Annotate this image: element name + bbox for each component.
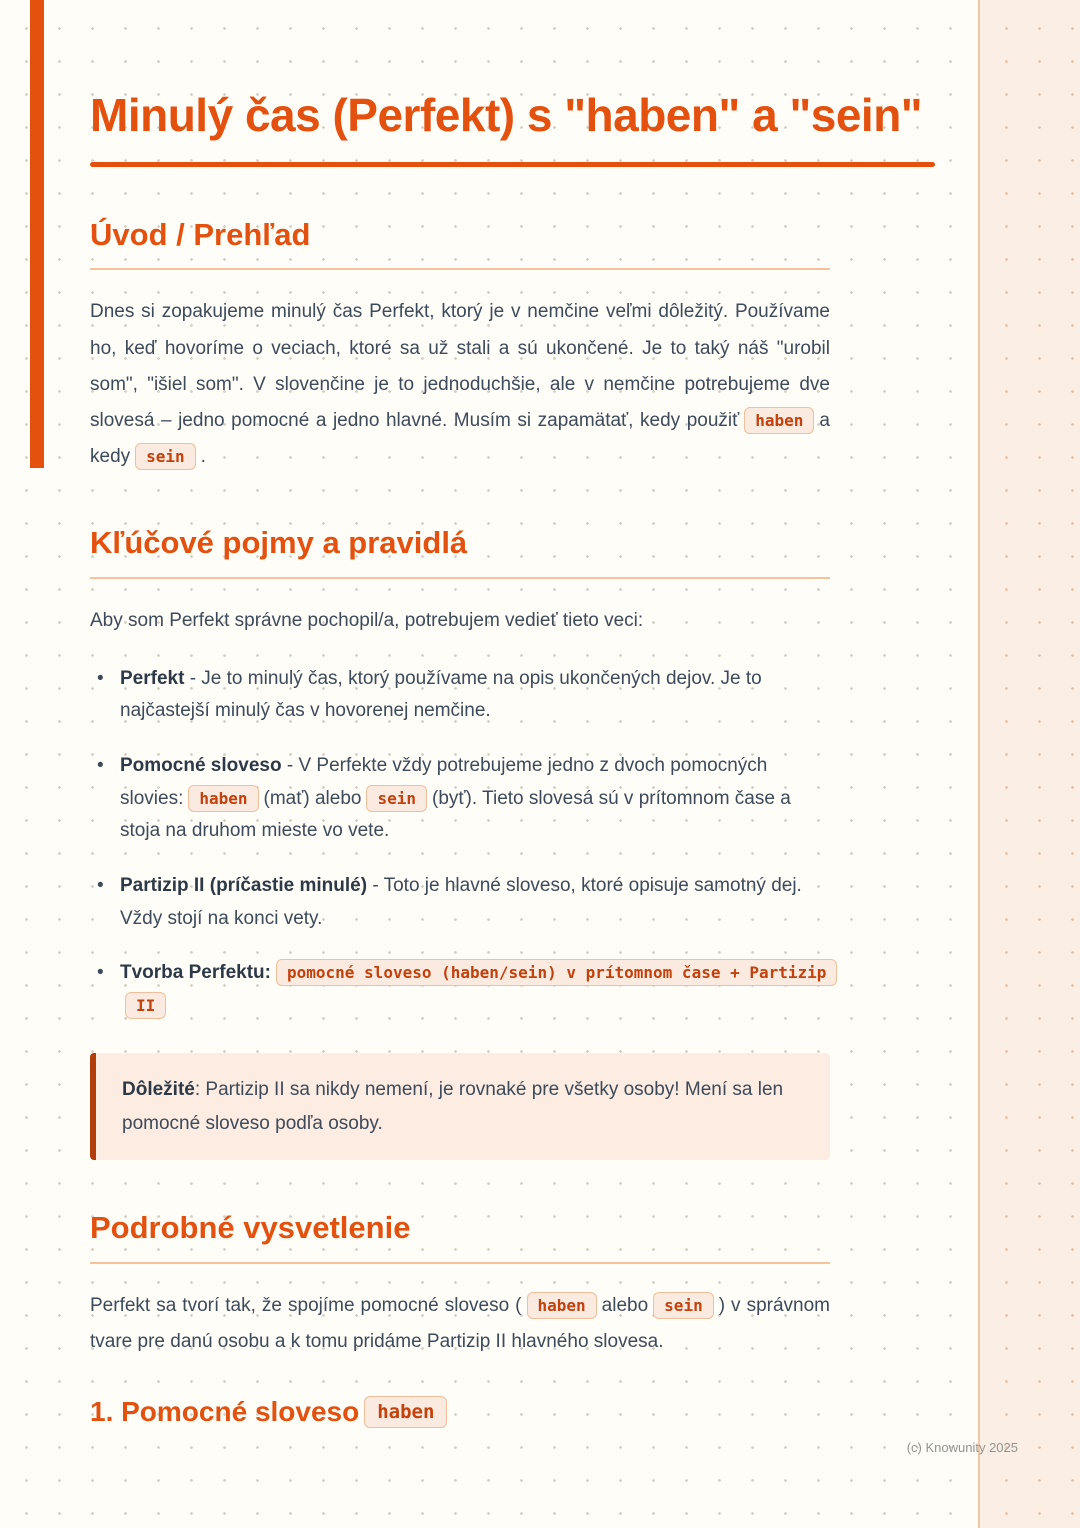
inline-code-chip: haben [188, 785, 258, 812]
section-heading-intro: Úvod / Prehľad [90, 217, 830, 271]
subheading-haben: 1. Pomocné sloveso haben [90, 1396, 935, 1428]
list-item [90, 957, 830, 1022]
bold-text: Dôležité [122, 1078, 195, 1100]
inline-code-chip: pomocné sloveso (haben/sein) v prítomnom čase + Partizip II [125, 959, 837, 1019]
important-callout: Dôležité: Partizip II sa nikdy nemení, je rovnaké pre všetky osoby! Mení sa len pomocné sloveso podľa osoby. [90, 1053, 830, 1161]
concepts-bullet-list [90, 663, 830, 1023]
bold-text: Perfekt [120, 667, 185, 689]
inline-code-chip: sein [653, 1292, 714, 1319]
inline-code-chip: haben [364, 1396, 447, 1428]
bold-text: Pomocné sloveso [120, 754, 282, 776]
detail-paragraph: Perfekt sa tvorí tak, že spojíme pomocné sloveso ( haben alebo sein ) v správnom tvare pre danú osobu a k tomu pridáme Partizip II hlavného slovesa. [90, 1288, 830, 1360]
list-item: • Pomocné sloveso - V Perfekte vždy potrebujeme jedno z dvoch pomocných slovies: haben (mať) alebo sein (byť). Tieto slovesá sú v prítomnom čase a stoja na druhom mieste vo vete. [90, 750, 830, 848]
document-content [90, 0, 935, 1428]
inline-code-chip: sein [135, 443, 196, 470]
inline-code-chip: haben [744, 407, 814, 434]
list-item: • Perfekt - Je to minulý čas, ktorý používame na opis ukončených dejov. Je to najčastejší minulý čas v hovorenej nemčine. [90, 663, 830, 728]
title-divider [90, 162, 935, 167]
page-title: Minulý čas (Perfekt) s "haben" a "sein" [90, 89, 923, 141]
bold-text: Tvorba Perfektu: [120, 962, 271, 984]
section-detail [90, 1210, 935, 1428]
inline-code-chip: haben [527, 1292, 597, 1319]
section-heading-concepts: Kľúčové pojmy a pravidlá [90, 525, 830, 579]
inline-code-chip: sein [366, 785, 427, 812]
list-item: • Partizip II (príčastie minulé) - Toto je hlavné sloveso, ktoré opisuje samotný dej. Vždy stojí na konci vety. [90, 870, 830, 935]
bold-text: Partizip II (príčastie minulé) [120, 875, 368, 896]
section-intro [90, 217, 935, 475]
right-margin-rail [978, 0, 1080, 1528]
intro-paragraph: Dnes si zopakujeme minulý čas Perfekt, ktorý je v nemčine veľmi dôležitý. Používame ho, keď hovoríme o veciach, ktoré sa už stali a sú ukončené. Je to taký náš "urobil som", "išiel som". V slovenčine je to jednoduchšie, ale v nemčine potrebujeme dve slovesá – jedno pomocné a jedno hlavné. Musím si zapamätať, kedy použiť haben a kedy sein . [90, 294, 830, 474]
footer-credit: (c) Knowunity 2025 [906, 1440, 1018, 1455]
left-accent-bar [30, 0, 44, 468]
section-heading-detail: Podrobné vysvetlenie [90, 1210, 830, 1264]
section-key-concepts [90, 525, 935, 1160]
concepts-lead: Aby som Perfekt správne pochopil/a, potrebujem vedieť tieto veci: [90, 609, 644, 631]
